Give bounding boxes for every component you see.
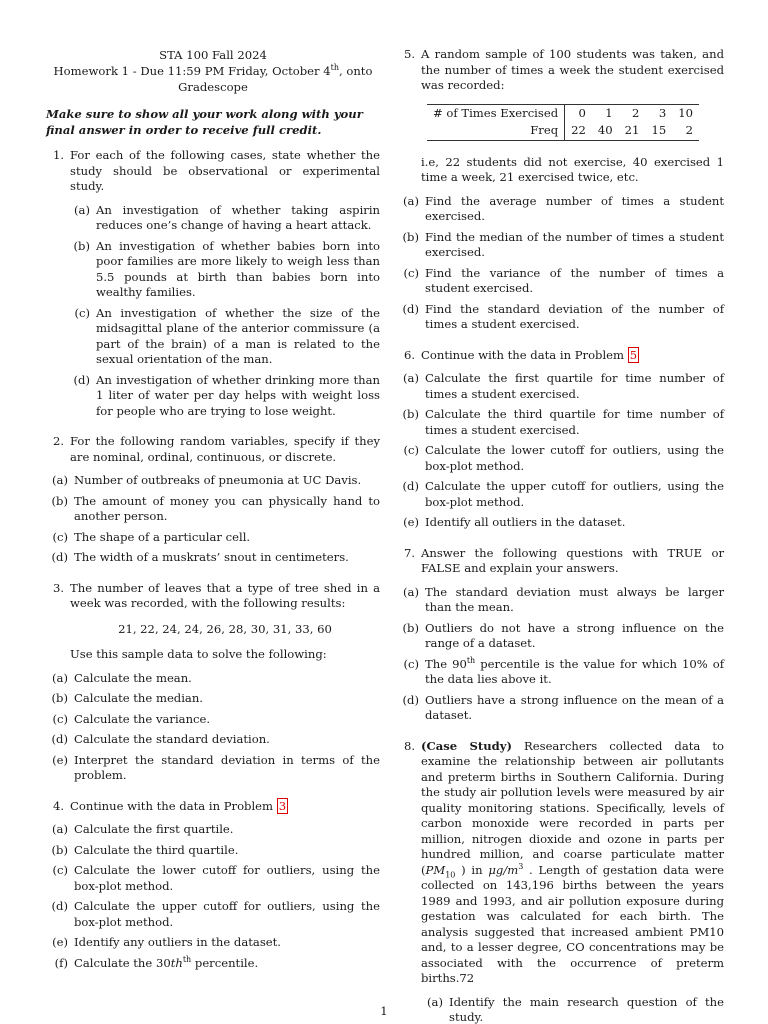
problem-2 — [46, 434, 380, 571]
problem-1 — [46, 148, 380, 424]
document-header — [46, 47, 380, 95]
subquestion: (c) An investigation of whether the size of the midsagittal plane of the anterior commissure (a part of the brain) of a man is related to the sexual orientation of the man. — [74, 305, 380, 366]
subquestion-list — [46, 203, 380, 420]
subquestion-list — [397, 371, 724, 531]
problem-6 — [397, 348, 724, 536]
problem-number: 1. — [52, 148, 64, 162]
problem-number: 8. — [403, 738, 415, 753]
subquestion: (b) Calculate the median. — [51, 691, 203, 705]
table-cell: 1 — [592, 104, 619, 122]
problem-text: Answer the following questions with TRUE or FALSE and explain your answers. — [421, 545, 724, 575]
subquestion: (c) The 90th percentile is the value for which 10% of the data lies above it. — [403, 655, 725, 686]
problem-text: (Case Study) Researchers collected data to examine the relationship between air pollutants and preterm births in Southern California. During the study air pollution levels were measured by air quality monitoring stations. Specifically, levels of carbon monoxide were recorded in parts per million, nitrogen dioxide and ozone in parts per hundred million, and coarse particulate matter ($PM_{10}$ ) in $\mu g/m^3$ . Length of gestation data were collected on 143,196 births between the years 1989 and 1993, and air pollution exposure during gestation was calculated for each birth. The analysis suggested that increased ambient PM10 and, to a lesser degree, CO concentrations may be associated with the occurrence of preterm births.72 — [421, 738, 725, 985]
problem-5 — [397, 47, 724, 94]
course-title: STA 100 Fall 2024 — [159, 48, 267, 62]
subquestion: (d) Calculate the standard deviation. — [51, 732, 270, 746]
problem-text: The number of leaves that a type of tree shed in a week was recorded, with the following results: — [70, 580, 380, 610]
subquestion: (b) Calculate the third quartile. — [51, 842, 239, 857]
subquestion-list — [46, 473, 380, 566]
instruction-text: Use this sample data to solve the following: — [70, 647, 327, 661]
problem-number: 2. — [52, 434, 64, 448]
subquestion: (a) An investigation of whether taking aspirin reduces one’s change of having a heart attack. — [74, 202, 380, 232]
subquestion: (d) Calculate the upper cutoff for outliers, using the box-plot method. — [402, 479, 724, 509]
problem-4 — [46, 799, 380, 977]
subquestion: (f) Calculate the $30th^{th}$ percentile. — [54, 954, 259, 970]
subquestion: (d) Calculate the upper cutoff for outliers, using the box-plot method. — [51, 899, 380, 929]
table-cell: 0 — [565, 104, 592, 122]
subquestion: (a) Calculate the mean. — [52, 670, 192, 685]
table-cell: 22 — [565, 122, 592, 140]
problem-text: Continue with the data in Problem 3 — [70, 798, 287, 813]
subquestion: (b) Outliers do not have a strong influence on the range of a dataset. — [402, 620, 724, 650]
problem-number: 6. — [403, 347, 415, 362]
subquestion-list — [397, 194, 724, 333]
problem-text: i.e, 22 students did not exercise, 40 exercised 1 time a week, 21 exercised twice, etc. — [421, 154, 724, 184]
subquestion: (d) An investigation of whether drinking more than 1 liter of water per day helps with weight loss for people who are trying to lose weight. — [73, 372, 380, 418]
problem-reference-link[interactable]: 3 — [278, 798, 287, 813]
subquestion: (a) Calculate the first quartile for time number of times a student exercised. — [403, 371, 724, 401]
submission-venue: Gradescope — [178, 80, 248, 94]
problem-reference-link[interactable]: 5 — [629, 347, 638, 362]
subquestion: (b) An investigation of whether babies born into poor families are more likely to weigh less than 5.5 pounds at birth than babies born into wealthy families. — [73, 238, 380, 299]
table-row-label: Freq — [427, 122, 565, 140]
subquestion: (b) Find the median of the number of times a student exercised. — [402, 229, 724, 259]
subquestion: (e) Identify any outliers in the dataset. — [52, 935, 281, 949]
subquestion-list — [46, 671, 380, 784]
problem-number: 4. — [52, 798, 64, 813]
problem-text: A random sample of 100 students was taken, and the number of times a week the student exercised was recorded: — [421, 47, 724, 92]
table-cell: 3 — [645, 104, 672, 122]
subquestion: (d) Outliers have a strong influence on the mean of a dataset. — [402, 692, 724, 722]
subquestion: (c) Calculate the variance. — [52, 711, 211, 726]
problem-7 — [397, 546, 724, 729]
subquestion: (c) Find the variance of the number of times a student exercised. — [403, 265, 724, 295]
subquestion: (c) Calculate the lower cutoff for outliers, using the box-plot method. — [403, 443, 724, 473]
subquestion: (a) Number of outbreaks of pneumonia at UC Davis. — [52, 473, 362, 487]
table-cell: 15 — [645, 122, 672, 140]
problem-text: For each of the following cases, state whether the study should be observational or experimental study. — [70, 148, 380, 193]
left-column — [46, 47, 380, 986]
problem-number: 7. — [403, 545, 415, 560]
subquestion: (a) Identify the main research question of the study. — [427, 994, 724, 1024]
problem-3 — [46, 581, 380, 789]
subquestion-list — [397, 585, 724, 724]
problem-number: 5. — [403, 47, 415, 61]
table-cell: 2 — [619, 104, 646, 122]
subquestion-list — [46, 822, 380, 971]
table-cell: 10 — [672, 104, 699, 122]
data-values: 21, 22, 24, 24, 26, 28, 30, 31, 33, 60 — [118, 621, 332, 636]
subquestion: (e) Interpret the standard deviation in terms of the problem. — [52, 752, 380, 782]
subquestion: (b) The amount of money you can physically hand to another person. — [51, 493, 380, 523]
right-column — [397, 47, 724, 1024]
table-cell: 21 — [619, 122, 646, 140]
subquestion: (c) Calculate the lower cutoff for outliers, using the box-plot method. — [52, 863, 380, 893]
subquestion: (d) Find the standard deviation of the number of times a student exercised. — [402, 301, 724, 331]
frequency-table — [427, 104, 699, 141]
table-row-label: # of Times Exercised — [427, 104, 565, 122]
subquestion: (a) Find the average number of times a student exercised. — [403, 193, 724, 223]
table-cell: 2 — [672, 122, 699, 140]
subquestion: (b) Calculate the third quartile for time number of times a student exercised. — [402, 407, 724, 437]
problem-text: Continue with the data in Problem 5 — [421, 347, 638, 362]
table-cell: 40 — [592, 122, 619, 140]
instructions-notice: Make sure to show all your work along with your final answer in order to receive full credit. — [46, 107, 363, 137]
subquestion: (a) The standard deviation must always be larger than the mean. — [403, 584, 724, 614]
problem-8 — [397, 739, 724, 1024]
homework-due-line: Homework 1 - Due 11:59 PM Friday, October 4th, onto — [53, 63, 373, 78]
subquestion: (d) The width of a muskrats’ snout in centimeters. — [51, 550, 349, 564]
problem-5-continued — [397, 155, 724, 338]
problem-text: For the following random variables, specify if they are nominal, ordinal, continuous, or discrete. — [70, 434, 380, 464]
page-number: 1 — [380, 1004, 388, 1018]
problem-number: 3. — [52, 580, 64, 595]
subquestion: (e) Identify all outliers in the dataset. — [403, 515, 626, 529]
subquestion: (c) The shape of a particular cell. — [52, 529, 251, 544]
subquestion: (a) Calculate the first quartile. — [52, 822, 234, 836]
